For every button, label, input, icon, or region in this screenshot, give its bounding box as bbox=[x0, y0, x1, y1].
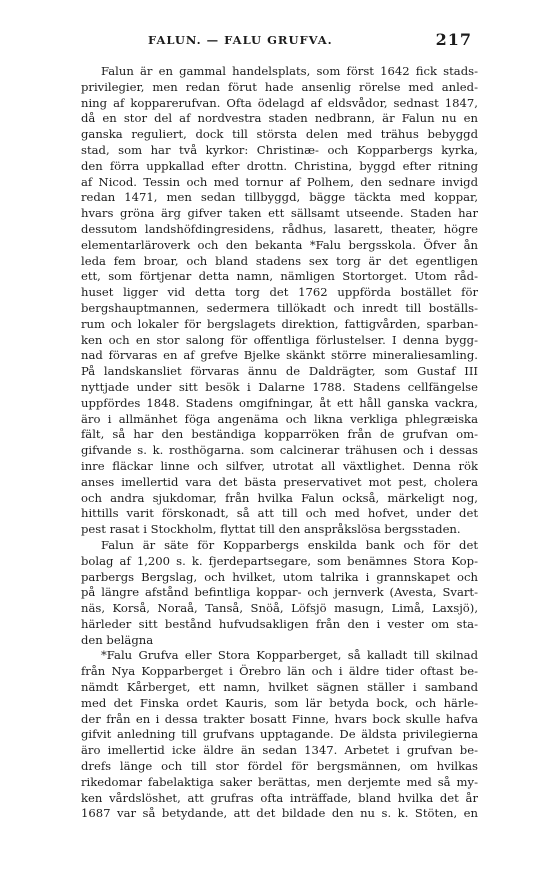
text-line: privilegier, men redan förut hade ansenlig rörelse med anled- bbox=[81, 79, 478, 94]
text-line: leda fem broar, och bland stadens sex torg är det egentligen bbox=[81, 253, 478, 268]
text-line: äro i allmänhet föga angenäma och likna verkliga phlegræiska bbox=[81, 411, 478, 426]
text-line: ganska reguliert, dock till största delen med trähus bebyggd bbox=[81, 127, 478, 142]
text-line: af Nicod. Tessin och med tornur af Polhem, den sednare invigd bbox=[81, 174, 478, 189]
text-line: från Nya Kopparberget i Örebro län och i äldre tider oftast be- bbox=[81, 664, 478, 679]
text-line: inre fläckar linne och silfver, utrotat all växtlighet. Denna rök bbox=[81, 458, 478, 473]
text-line: anses imellertid vara det bästa preservativet mot pest, cholera bbox=[81, 474, 478, 489]
page-header bbox=[60, 30, 472, 52]
text-line: med det Finska ordet Kauris, som lär betyda bock, och härle- bbox=[81, 695, 478, 710]
text-line: fält, så har den beständiga kopparröken från de grufvan om- bbox=[81, 427, 478, 442]
text-line: rum och lokaler för bergslagets direktion, fattigvården, sparban- bbox=[81, 316, 478, 331]
text-line: Falun är säte för Kopparbergs enskilda bank och för det bbox=[101, 537, 478, 552]
text-line: Falun är en gammal handelsplats, som först 1642 fick stads- bbox=[101, 64, 478, 78]
text-line: På landskansliet förvaras ännu de Daldrägter, som Gustaf III bbox=[81, 364, 478, 379]
text-line: nämdt Kårberget, ett namn, hvilket sägnen ställer i samband bbox=[81, 680, 478, 695]
text-line: hittills varit förskonadt, så att till och med hofvet, under det bbox=[81, 506, 478, 521]
text-line: dessutom landshöfdingresidens, rådhus, lasarett, theater, högre bbox=[81, 221, 478, 236]
text-line: den belägna bbox=[81, 632, 154, 647]
text-line: der från en i dessa trakter bosatt Finne, hvars bock skulle hafva bbox=[81, 711, 478, 726]
text-line: uppfördes 1848. Stadens omgifningar, åt ett håll ganska vackra, bbox=[81, 395, 478, 410]
page-number: 217 bbox=[435, 30, 472, 49]
text-line: och andra sjukdomar, från hvilka Falun också, märkeligt nog, bbox=[81, 490, 478, 505]
text-line: rikedomar fabelaktiga saker berättas, men derjemte med så my- bbox=[81, 774, 478, 789]
text-line: huset ligger vid detta torg det 1762 uppförda bostället för bbox=[81, 285, 478, 300]
body-text bbox=[81, 64, 478, 822]
text-line: *Falu Grufva eller Stora Kopparberget, så kalladt till skilnad bbox=[101, 648, 478, 663]
text-line: 1687 var så betydande, att det bildade den nu s. k. Stöten, en bbox=[81, 806, 478, 821]
text-line: gifvande s. k. rosthögarna. som calcinerar trähusen och i dessas bbox=[81, 443, 478, 458]
text-line: bergshauptmannen, sedermera tillökadt och inredt till boställs- bbox=[81, 300, 478, 315]
text-line: elementarläroverk och den bekanta *Falu bergsskola. Öfver ån bbox=[81, 237, 478, 252]
text-line: nad förvaras en af grefve Bjelke skänkt större mineraliesamling. bbox=[81, 348, 478, 363]
running-title: FALUN. — FALU GRUFVA. bbox=[148, 33, 333, 47]
text-line: ett, som förtjenar detta namn, nämligen Stortorget. Utom råd- bbox=[81, 269, 478, 284]
text-line: ken vårdslöshet, att grufras ofta inträffade, bland hvilka det år bbox=[81, 790, 478, 805]
text-line: hvars gröna ärg gifver taken ett sällsamt utseende. Staden har bbox=[81, 206, 478, 221]
text-line: parbergs Bergslag, och hvilket, utom talrika i grannskapet och bbox=[81, 569, 478, 584]
text-line: då en stor del af nordvestra staden nedbrann, är Falun nu en bbox=[81, 111, 478, 126]
text-line: gifvit anledning till grufvans upptagande. De äldsta privilegierna bbox=[81, 727, 478, 742]
text-line: ken och en stor salong för offentliga förlustelser. I denna bygg- bbox=[81, 332, 478, 347]
text-line: stad, som har två kyrkor: Christinæ- och Kopparbergs kyrka, bbox=[81, 142, 478, 157]
text-line: näs, Korså, Noraå, Tanså, Snöå, Löfsjö masugn, Limå, Laxsjö), bbox=[81, 601, 478, 616]
text-line: drefs länge och till stor fördel för bergsmännen, om hvilkas bbox=[81, 759, 478, 774]
text-line: ning af kopparerufvan. Ofta ödelagd af eldsvådor, sednast 1847, bbox=[81, 95, 478, 110]
text-line: redan 1471, men sedan tillbyggd, bägge täckta med koppar, bbox=[81, 190, 478, 205]
text-line: härleder sitt bestånd hufvudsakligen från den i vester om sta- bbox=[81, 616, 478, 631]
text-line: nyttjade under sitt besök i Dalarne 1788. Stadens cellfängelse bbox=[81, 379, 478, 394]
text-line: pest rasat i Stockholm, flyttat till den anspråkslösa bergsstaden. bbox=[81, 522, 461, 537]
text-line: äro imellertid icke äldre än sedan 1347. Arbetet i grufvan be- bbox=[81, 743, 478, 758]
text-line: bolag af 1,200 s. k. fjerdepartsegare, som benämnes Stora Kop- bbox=[81, 553, 478, 568]
text-line: den förra uppkallad efter drottn. Christina, byggd efter ritning bbox=[81, 158, 478, 173]
text-line: på längre afstånd befintliga koppar- och jernverk (Avesta, Svart- bbox=[81, 585, 478, 600]
